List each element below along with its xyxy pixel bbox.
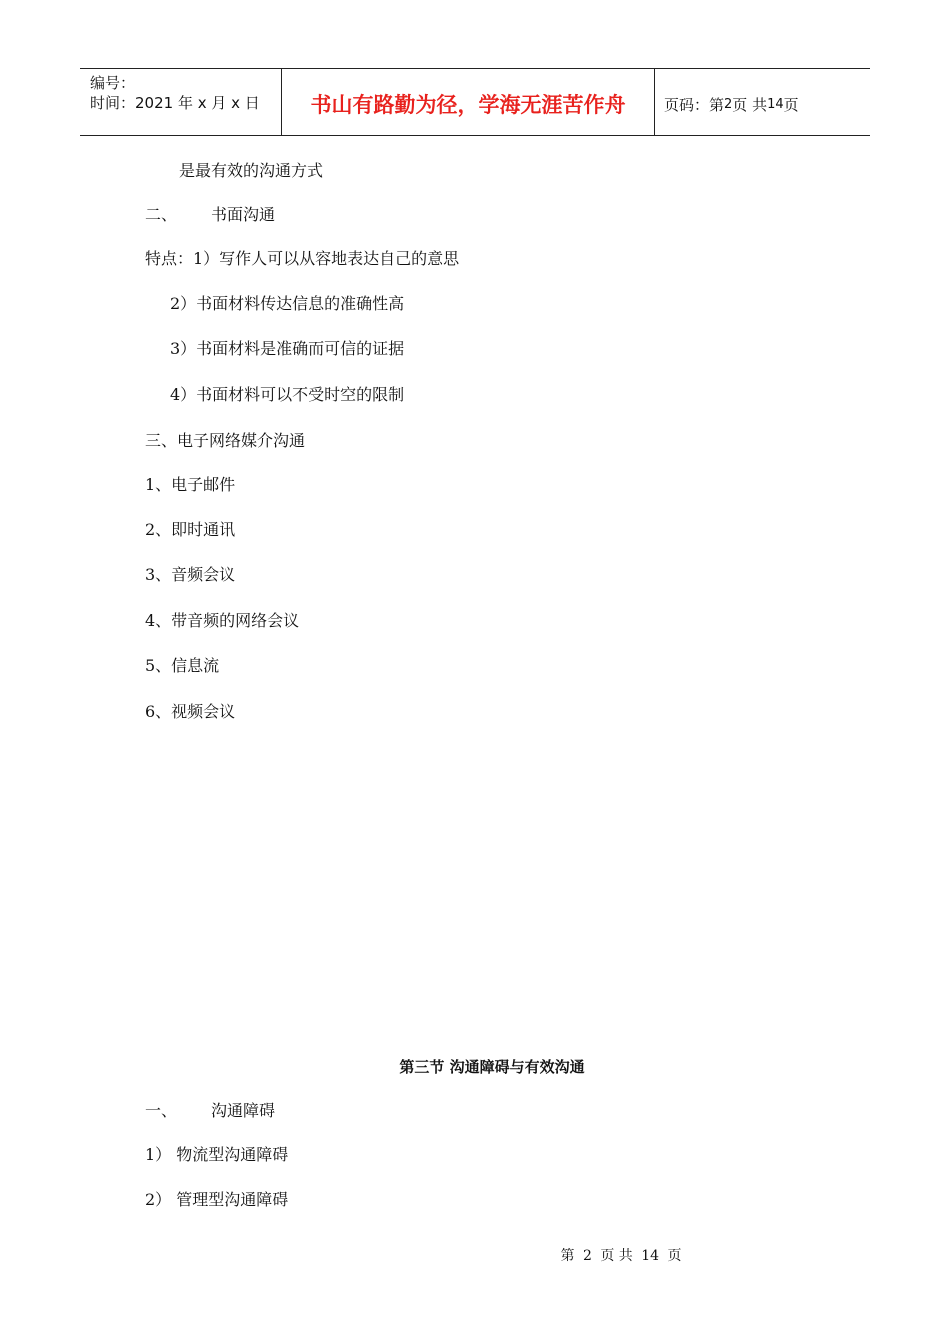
page-total: 14 (767, 96, 784, 112)
page-header (80, 68, 870, 136)
serial-label: 编号： (90, 74, 136, 92)
section-2-title: 书面沟通 (211, 205, 276, 224)
page-suffix: 页 (783, 95, 799, 114)
footer-suffix: 页 (667, 1248, 682, 1264)
section-heading: 第三节 沟通障碍与有效沟通 (399, 1058, 585, 1076)
page-mid: 页 共 (732, 95, 768, 114)
section-2-number: 二、 (145, 205, 178, 224)
barrier-item: 2） 管理型沟通障碍 (145, 1190, 289, 1209)
list-item: 2、即时通讯 (145, 520, 236, 539)
header-page-info (655, 69, 870, 135)
barrier-number: 一、 (145, 1101, 178, 1120)
list-item: 4、带音频的网络会议 (145, 611, 300, 630)
barrier-item: 1） 物流型沟通障碍 (145, 1145, 289, 1164)
time-label: 时间：2021 年 x 月 x 日 (90, 94, 260, 112)
feature-item: 2）书面材料传达信息的准确性高 (170, 294, 405, 313)
list-item: 6、视频会议 (145, 702, 236, 721)
header-meta (80, 69, 281, 135)
footer-current: 2 (582, 1248, 592, 1264)
footer-prefix: 第 (560, 1248, 575, 1264)
list-item: 5、信息流 (145, 656, 220, 675)
page-footer (0, 1246, 950, 1266)
section-3-heading: 三、电子网络媒介沟通 (145, 431, 306, 450)
features-lead: 特点：1）写作人可以从容地表达自己的意思 (145, 249, 460, 268)
list-item: 1、电子邮件 (145, 475, 236, 494)
feature-item: 4）书面材料可以不受时空的限制 (170, 385, 405, 404)
footer-mid: 页 共 (600, 1248, 633, 1264)
section-2-heading (145, 205, 275, 225)
feature-item: 3）书面材料是准确而可信的证据 (170, 339, 405, 358)
intro-line: 是最有效的沟通方式 (179, 161, 324, 180)
header-motto: 书山有路勤为径，学海无涯苦作舟 (281, 69, 655, 135)
page-current: 2 (724, 96, 733, 112)
page-prefix: 页码：第 (664, 95, 725, 114)
barrier-title: 沟通障碍 (211, 1101, 276, 1120)
list-item: 3、音频会议 (145, 565, 236, 584)
footer-total: 14 (641, 1248, 660, 1264)
barrier-heading (145, 1101, 275, 1121)
